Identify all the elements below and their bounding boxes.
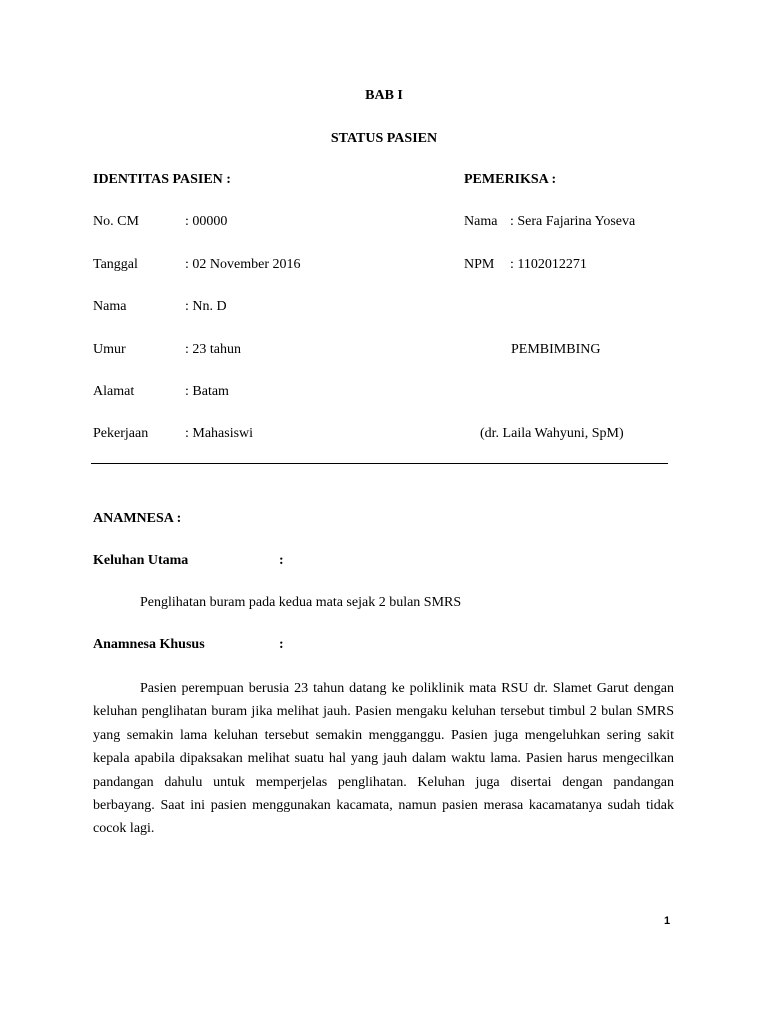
- pemeriksa-npm-value: : 1102012271: [510, 257, 587, 272]
- identitas-label: Alamat: [93, 384, 135, 399]
- pembimbing-name: (dr. Laila Wahyuni, SpM): [480, 426, 624, 441]
- identitas-value: : 23 tahun: [185, 342, 241, 357]
- identitas-label: Umur: [93, 342, 126, 357]
- anamnesa-khusus-colon: :: [279, 637, 284, 652]
- pemeriksa-npm-label: NPM: [464, 257, 495, 272]
- identitas-heading: IDENTITAS PASIEN :: [93, 172, 231, 187]
- pembimbing-heading: PEMBIMBING: [511, 342, 601, 357]
- identitas-value: : Nn. D: [185, 299, 227, 314]
- anamnesa-khusus-paragraph: [93, 677, 674, 841]
- identitas-label: Nama: [93, 299, 127, 314]
- keluhan-utama-label: Keluhan Utama: [93, 553, 189, 568]
- chapter-heading: BAB I: [365, 88, 403, 103]
- pemeriksa-nama-label: Nama: [464, 214, 498, 229]
- anamnesa-khusus-label: Anamnesa Khusus: [93, 637, 205, 652]
- anamnesa-khusus-text: Pasien perempuan berusia 23 tahun datang ke poliklinik mata RSU dr. Slamet Garut dengan keluhan penglihatan buram jika melihat jauh. Pasien mengaku keluhan tersebut timbul 2 bulan SMRS yang semakin lama keluhan tersebut semakin mengganggu. Pasien juga mengeluhkan sering sakit kepala apabila dipaksakan melihat suatu hal yang jauh dalam waktu lama. Pasien harus mengecilkan pandangan dahulu untuk memperjelas penglihatan. Keluhan juga disertai dengan pandangan berbayang. Saat ini pasien menggunakan kacamata, namun pasien merasa kacamatanya sudah tidak cocok lagi.: [93, 681, 674, 837]
- identitas-label: Pekerjaan: [93, 426, 149, 441]
- identitas-value: : Mahasiswi: [185, 426, 254, 441]
- identitas-value: : 02 November 2016: [185, 257, 301, 272]
- identitas-value: : Batam: [185, 384, 229, 399]
- page-title: STATUS PASIEN: [330, 131, 438, 146]
- pemeriksa-heading: PEMERIKSA :: [464, 172, 557, 187]
- anamnesa-heading: ANAMNESA :: [93, 511, 182, 526]
- identitas-label: No. CM: [93, 214, 139, 229]
- identitas-label: Tanggal: [93, 257, 138, 272]
- keluhan-utama-text: Penglihatan buram pada kedua mata sejak 2 bulan SMRS: [140, 595, 462, 610]
- page-number: 1: [664, 915, 671, 927]
- keluhan-utama-colon: :: [279, 553, 284, 568]
- identitas-value: : 00000: [185, 214, 228, 229]
- section-divider: [91, 463, 668, 464]
- pemeriksa-nama-value: : Sera Fajarina Yoseva: [510, 214, 636, 229]
